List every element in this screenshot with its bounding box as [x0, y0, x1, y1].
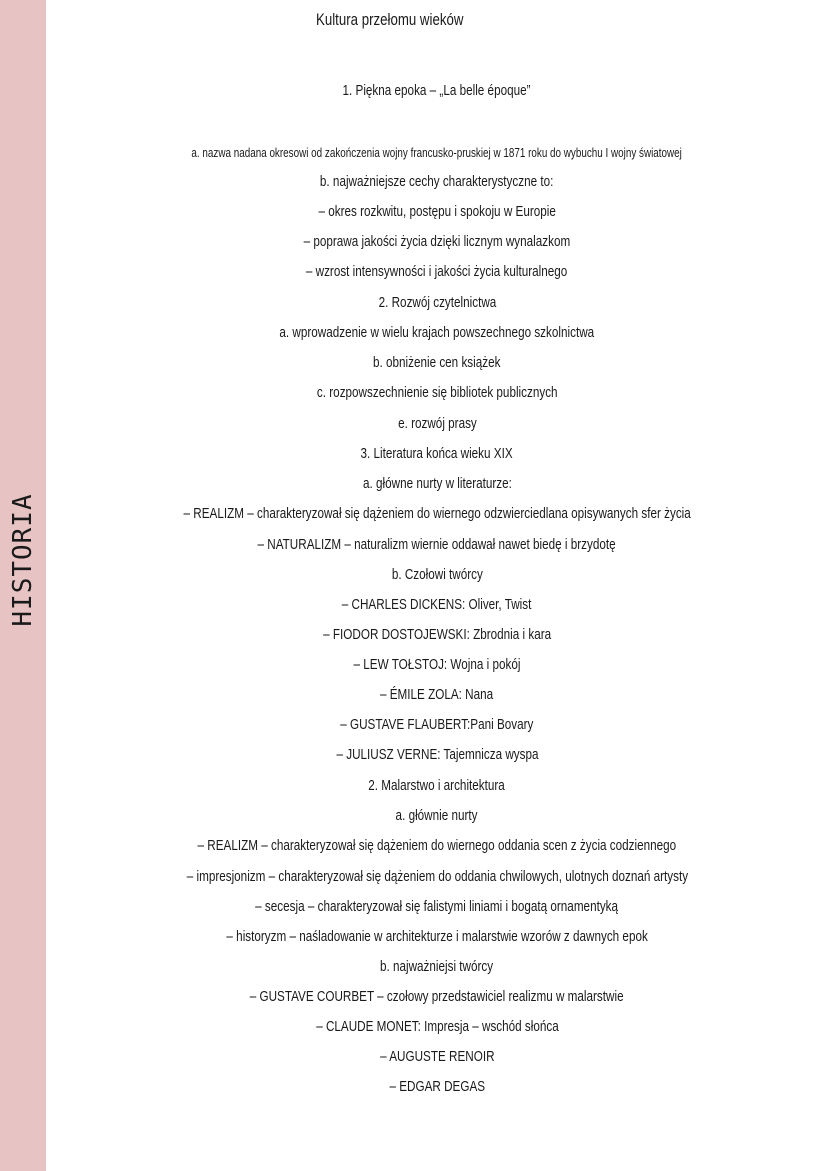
page-title: Kultura przełomu wieków [316, 10, 464, 29]
note-line: – REALIZM – charakteryzował się dążeniem do wiernego odzwierciedlana opisywanych sfer życia [183, 505, 691, 522]
note-line: b. obniżenie cen książek [373, 354, 501, 371]
note-line: – okres rozkwitu, postępu i spokoju w Europie [318, 203, 556, 220]
note-line: b. najważniejsi twórcy [380, 958, 494, 975]
sidebar-band [0, 0, 46, 1171]
heading-literature: 3. Literatura końca wieku XIX [360, 445, 514, 462]
heading-painting: 2. Malarstwo i architektura [368, 777, 506, 794]
artist-line: – EDGAR DEGAS [389, 1078, 485, 1095]
note-line: a. głównie nurty [396, 807, 478, 824]
author-line: – GUSTAVE FLAUBERT:Pani Bovary [340, 716, 534, 733]
note-line: a. nazwa nadana okresowi od zakończenia wojny francusko-pruskiej w 1871 roku do wybuchu I wojny światowej [191, 145, 683, 160]
note-line: a. wprowadzenie w wielu krajach powszechnego szkolnictwa [279, 324, 595, 341]
artist-line: – GUSTAVE COURBET – czołowy przedstawiciel realizmu w malarstwie [250, 988, 624, 1005]
artist-line: – AUGUSTE RENOIR [379, 1048, 495, 1065]
author-line: – ÉMILE ZOLA: Nana [380, 686, 494, 703]
note-line: e. rozwój prasy [397, 415, 477, 432]
note-line: – poprawa jakości życia dzięki licznym wynalazkom [303, 233, 571, 250]
note-line: – impresjonizm – charakteryzował się dążeniem do oddania chwilowych, ulotnych doznań artysty [186, 868, 688, 885]
author-line: – FIODOR DOSTOJEWSKI: Zbrodnia i kara [322, 626, 551, 643]
note-line: a. główne nurty w literaturze: [362, 475, 512, 492]
note-line: b. najważniejsze cechy charakterystyczne to: [320, 173, 554, 190]
heading-belle-epoque: 1. Piękna epoka – „La belle époque” [342, 82, 531, 99]
note-line: – REALIZM – charakteryzował się dążeniem do wiernego oddania scen z życia codziennego [197, 837, 677, 854]
heading-reading: 2. Rozwój czytelnictwa [378, 294, 496, 311]
artist-line: – CLAUDE MONET: Impresja – wschód słońca [315, 1018, 559, 1035]
note-line: b. Czołowi twórcy [391, 566, 483, 583]
note-line: – wzrost intensywności i jakości życia kulturalnego [306, 263, 568, 280]
author-line: – CHARLES DICKENS: Oliver, Twist [342, 596, 532, 613]
author-line: – LEW TOŁSTOJ: Wojna i pokój [353, 656, 521, 673]
subject-label: HISTORIA [8, 493, 38, 627]
note-line: – NATURALIZM – naturalizm wiernie oddawał nawet biedę i brzydotę [257, 536, 617, 553]
note-line: – historyzm – naśladowanie w architekturze i malarstwie wzorów z dawnych epok [226, 928, 648, 945]
note-line: – secesja – charakteryzował się falistymi liniami i bogatą ornamentyką [255, 898, 619, 915]
author-line: – JULIUSZ VERNE: Tajemnicza wyspa [335, 746, 538, 763]
note-line: c. rozpowszechnienie się bibliotek publicznych [316, 384, 558, 401]
